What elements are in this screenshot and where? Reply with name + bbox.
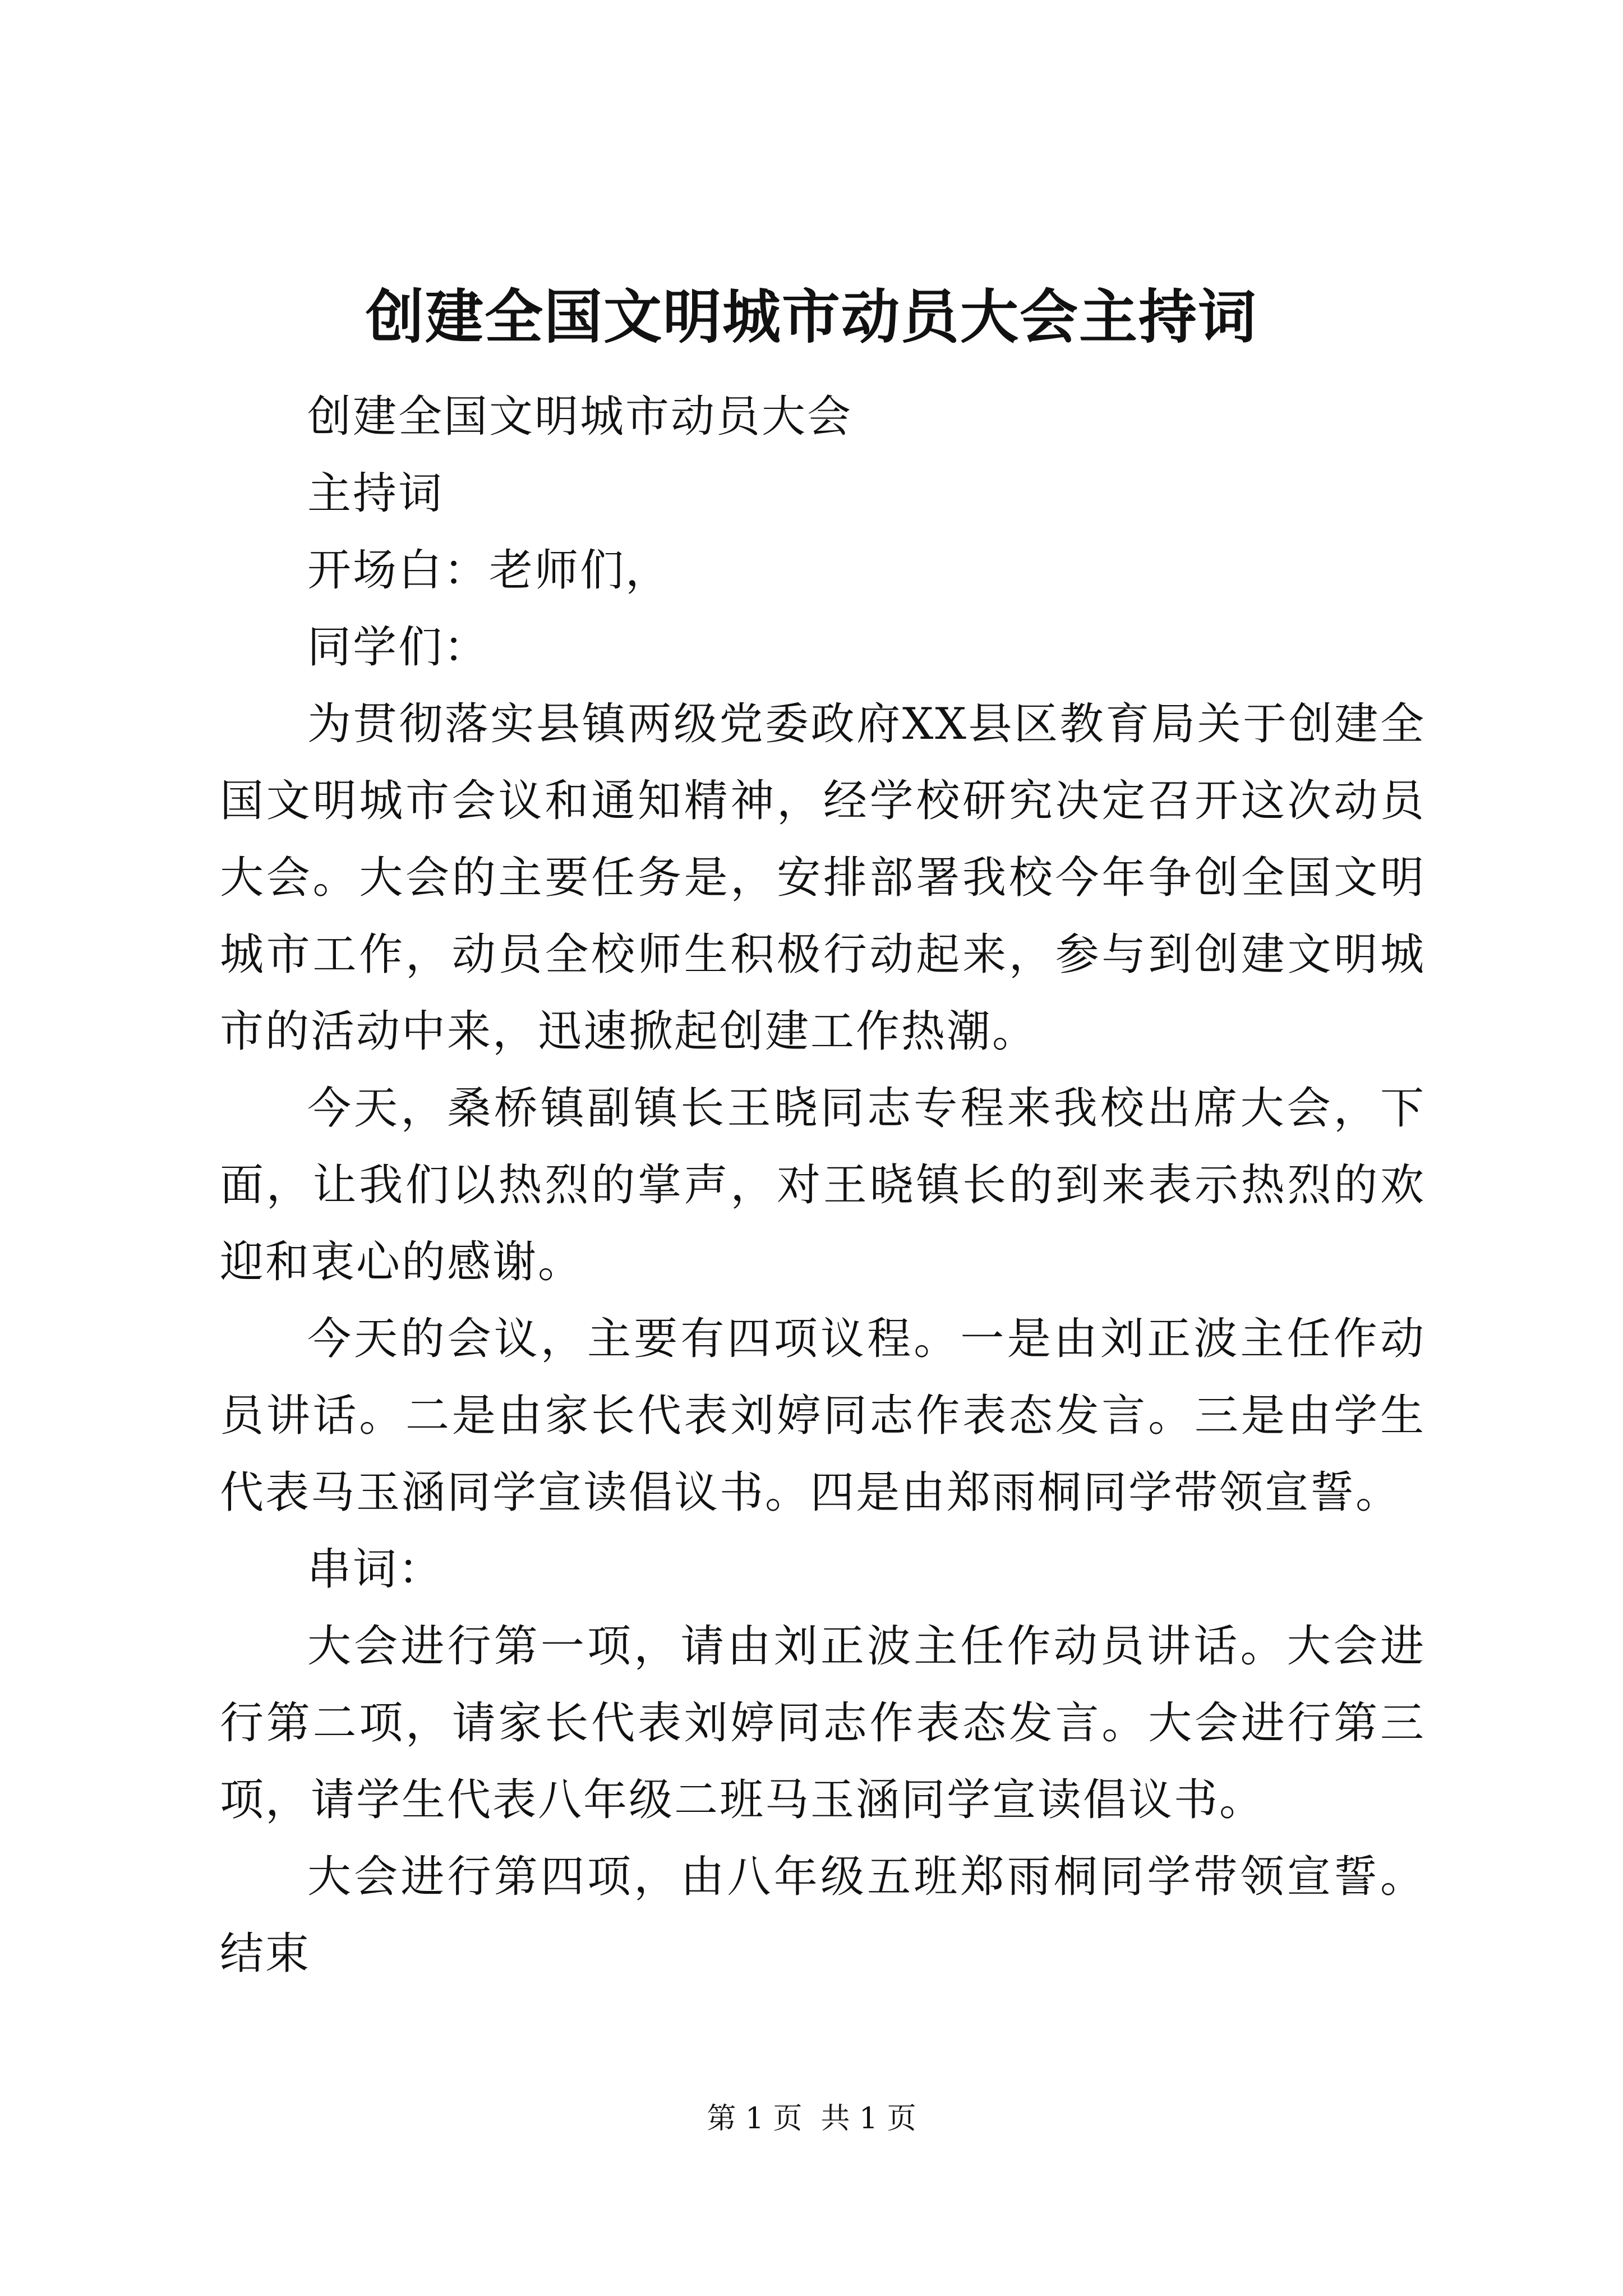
paragraph: 今天的会议，主要有四项议程。一是由刘正波主任作动员讲话。二是由家长代表刘婷同志作表态发言。三是由学生代表马玉涵同学宣读倡议书。四是由郑雨桐同学带领宣誓。 xyxy=(220,1314,1426,1518)
paragraph: 串词： xyxy=(307,1544,444,1595)
paragraph: 为贯彻落实县镇两级党委政府XX县区教育局关于创建全国文明城市会议和通知精神，经学校研究决定召开这次动员大会。大会的主要任务是，安排部署我校今年争创全国文明城市工作，动员全校师生积极行动起来，参与到创建文明城市的活动中来，迅速掀起创建工作热潮。 xyxy=(220,699,1426,1057)
page-number: 第 1 页 共 1 页 xyxy=(707,2102,916,2136)
paragraph: 大会进行第一项，请由刘正波主任作动员讲话。大会进行第二项，请家长代表刘婷同志作表态发言。大会进行第三项，请学生代表八年级二班马玉涵同学宣读倡议书。 xyxy=(220,1621,1426,1825)
paragraph: 同学们： xyxy=(307,622,490,673)
paragraph: 主持词 xyxy=(307,468,444,519)
document-title: 创建全国文明城市动员大会主持词 xyxy=(365,282,1257,351)
document-body xyxy=(220,379,1426,1993)
page-footer xyxy=(0,2099,1623,2138)
paragraph: 开场白：老师们， xyxy=(307,545,671,596)
paragraph: 今天，桑桥镇副镇长王晓同志专程来我校出席大会，下面，让我们以热烈的掌声，对王晓镇长的到来表示热烈的欢迎和衷心的感谢。 xyxy=(220,1083,1426,1287)
paragraph: 大会进行第四项，由八年级五班郑雨桐同学带领宣誓。结束 xyxy=(220,1852,1426,1979)
paragraph: 创建全国文明城市动员大会 xyxy=(307,392,853,442)
